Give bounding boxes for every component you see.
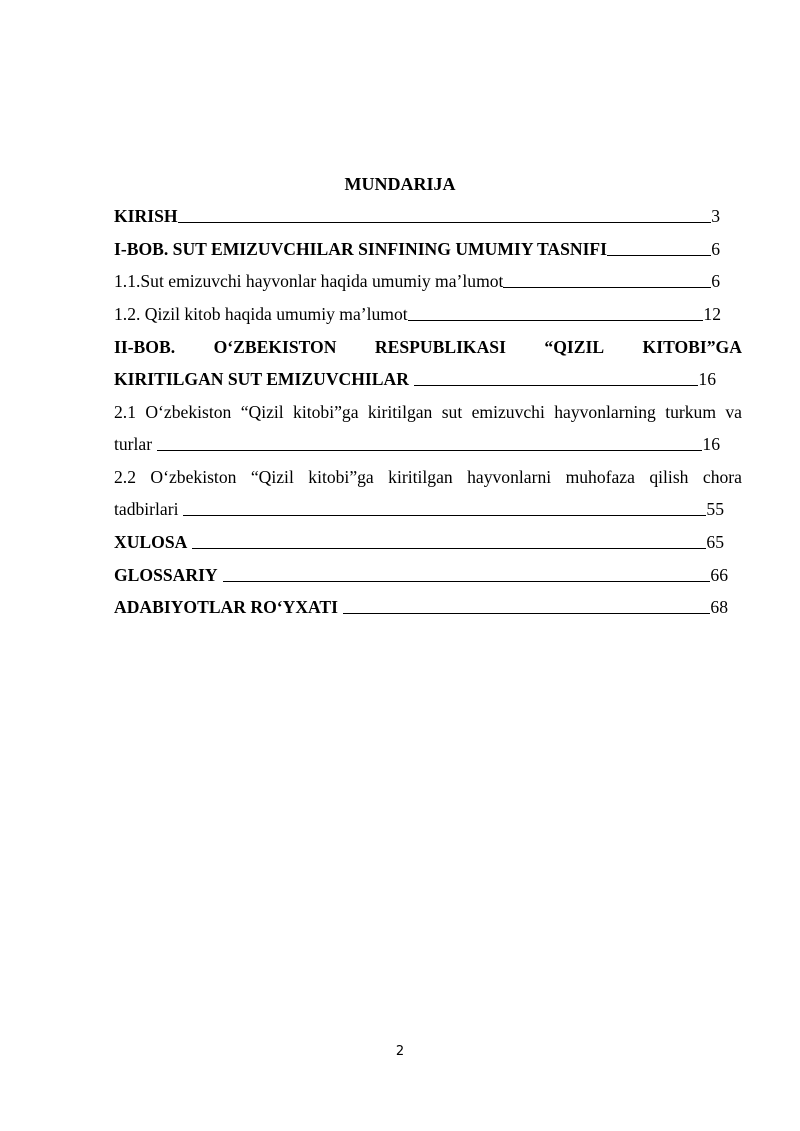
toc-word: va [725, 402, 742, 422]
toc-word: qilish [649, 467, 689, 487]
toc-entry-section-2-2-line1[interactable] [114, 465, 742, 489]
toc-word: hayvonlarni [467, 467, 552, 487]
toc-entry-section-1-2[interactable] [114, 302, 721, 326]
toc-entry-section-2-2-line2[interactable] [114, 497, 724, 521]
toc-entry-label: XULOSA [114, 532, 188, 552]
toc-leader-line [607, 255, 711, 256]
toc-word: hayvonlarning [554, 402, 656, 422]
toc-entry-label: 1.1.Sut emizuvchi hayvonlar haqida umumiy ma’lumot [114, 271, 504, 291]
toc-word: sut [441, 402, 463, 422]
toc-word: II-BOB. [114, 337, 176, 357]
toc-word: “Qizil [250, 467, 294, 487]
toc-entry-page: 6 [711, 239, 720, 259]
toc-entry-label: ADABIYOTLAR RO‘YXATI [114, 597, 339, 617]
toc-word: 2.2 [114, 467, 136, 487]
toc-entry-section-2-1-line2[interactable] [114, 432, 720, 456]
toc-entry-adabiyotlar[interactable] [114, 595, 728, 619]
toc-entry-label: KIRISH [114, 206, 178, 226]
toc-word: O‘zbekiston [150, 467, 237, 487]
toc-entry-page: 16 [698, 369, 716, 389]
toc-leader-line [503, 287, 711, 288]
toc-entry-label: GLOSSARIY [114, 565, 218, 585]
toc-word: muhofaza [565, 467, 635, 487]
toc-entry-page: 16 [702, 434, 720, 454]
toc-word: “QIZIL [544, 337, 605, 357]
toc-entry-label: 1.2. Qizil kitob haqida umumiy ma’lumot [114, 304, 408, 324]
toc-entry-page: 12 [703, 304, 721, 324]
toc-word: kiritilgan [388, 467, 453, 487]
toc-entry-label: KIRITILGAN SUT EMIZUVCHILAR [114, 369, 409, 389]
toc-entry-section-1-1[interactable] [114, 269, 720, 293]
toc-leader-line [192, 548, 706, 549]
toc-word: O‘zbekiston [145, 402, 232, 422]
toc-word: kitobi”ga [308, 467, 374, 487]
toc-word: RESPUBLIKASI [374, 337, 506, 357]
toc-leader-line [414, 385, 698, 386]
toc-title: MUNDARIJA [344, 174, 456, 194]
toc-entry-page: 65 [706, 532, 724, 552]
toc-word: “Qizil [240, 402, 284, 422]
toc-entry-label: I-BOB. SUT EMIZUVCHILAR SINFINING UMUMIY TASNIFI [114, 239, 608, 259]
toc-entry-chapter2-line2[interactable] [114, 367, 716, 391]
toc-leader-line [178, 222, 712, 223]
toc-word: O‘ZBEKISTON [213, 337, 337, 357]
toc-entry-chapter1[interactable] [114, 237, 720, 261]
toc-entry-kirish[interactable] [114, 204, 720, 228]
toc-entry-glossariy[interactable] [114, 563, 728, 587]
toc-word: kiritilgan [367, 402, 433, 422]
toc-word: chora [702, 467, 742, 487]
toc-entry-page: 3 [711, 206, 720, 226]
toc-word: 2.1 [114, 402, 136, 422]
toc-entry-page: 66 [710, 565, 728, 585]
toc-entry-page: 6 [711, 271, 720, 291]
page-number: 2 [395, 1044, 405, 1059]
toc-leader-line [223, 581, 711, 582]
toc-entry-page: 68 [710, 597, 728, 617]
toc-leader-line [343, 613, 710, 614]
toc-word: turkum [665, 402, 717, 422]
toc-entry-section-2-1-line1[interactable] [114, 400, 742, 424]
toc-word: kitobi”ga [293, 402, 359, 422]
toc-entry-chapter2-line1[interactable] [114, 335, 742, 359]
toc-leader-line [157, 450, 702, 451]
toc-entry-page: 55 [706, 499, 724, 519]
toc-leader-line [408, 320, 704, 321]
toc-entry-label: turlar [114, 434, 153, 454]
toc-entry-xulosa[interactable] [114, 530, 724, 554]
toc-word: KITOBI”GA [642, 337, 742, 357]
toc-leader-line [183, 515, 706, 516]
toc-word: emizuvchi [471, 402, 545, 422]
toc-entry-label: tadbirlari [114, 499, 179, 519]
